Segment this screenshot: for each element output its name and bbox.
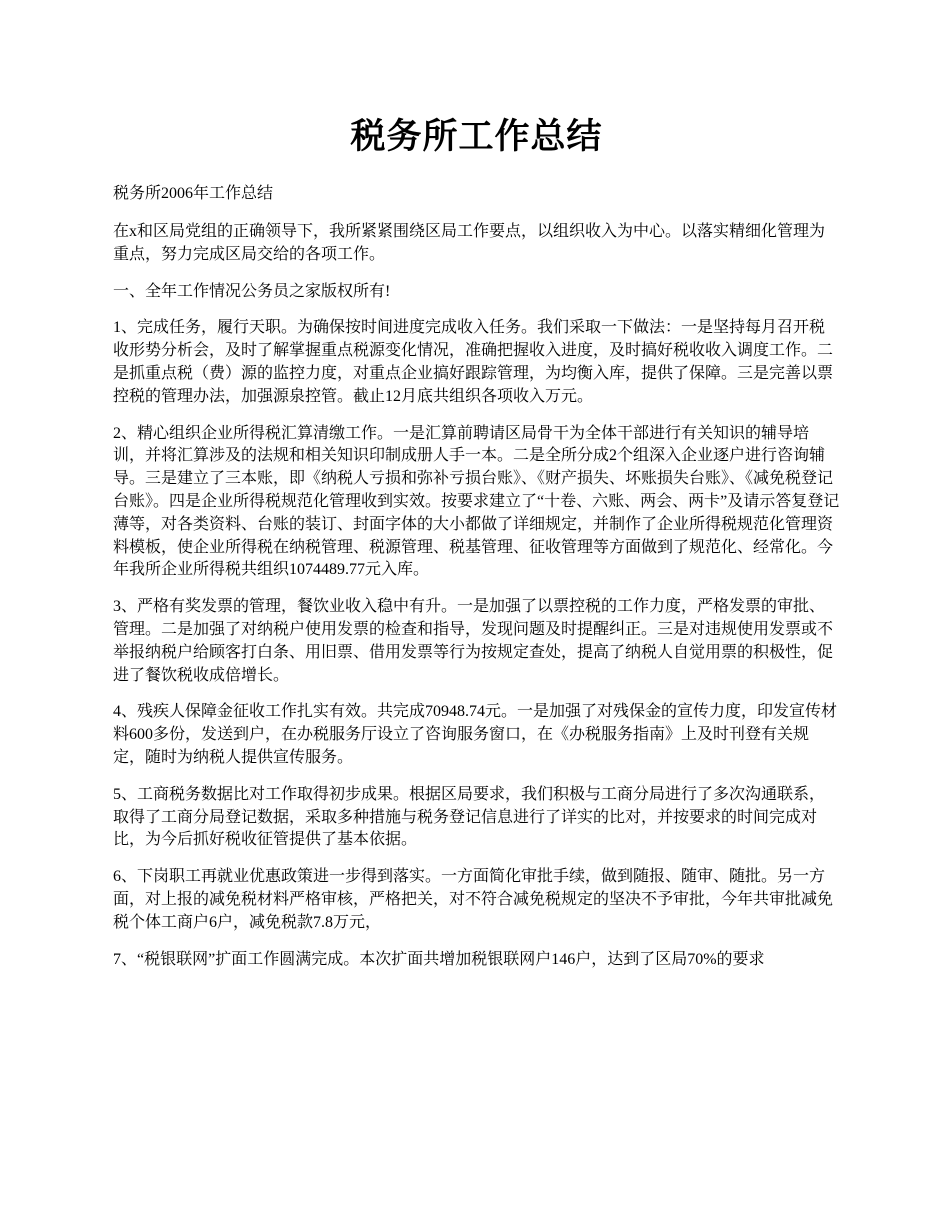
paragraph-item-5: 5、工商税务数据比对工作取得初步成果。根据区局要求，我们积极与工商分局进行了多次沟通联系，取得了工商分局登记数据，采取多种措施与税务登记信息进行了详实的比对，并按要求的时间完成对比，为今后抓好税收征管提供了基本依据。 <box>113 785 826 849</box>
paragraph-intro: 在x和区局党组的正确领导下，我所紧紧围绕区局工作要点，以组织收入为中心。以落实精细化管理为重点，努力完成区局交给的各项工作。 <box>113 223 826 263</box>
paragraph-item-6: 6、下岗职工再就业优惠政策进一步得到落实。一方面简化审批手续，做到随报、随审、随批。另一方面，对上报的减免税材料严格审核，严格把关，对不符合减免税规定的坚决不予审批，今年共审批减免税个体工商户6户，减免税款7.8万元， <box>113 868 834 931</box>
paragraph-item-4: 4、残疾人保障金征收工作扎实有效。共完成70948.74元。一是加强了对残保金的宣传力度，印发宣传材料600多份，发送到户，在办税服务厅设立了咨询服务窗口，在《办税服务指南》上及时刊登有关规定，随时为纳税人提供宣传服务。 <box>113 703 838 766</box>
document-title: 税务所工作总结 <box>350 117 603 156</box>
paragraph-item-1: 1、完成任务，履行天职。为确保按时间进度完成收入任务。我们采取一下做法：一是坚持每月召开税收形势分析会，及时了解掌握重点税源变化情况，准确把握收入进度，及时搞好税收收入调度工作。二是抓重点税（费）源的监控力度，对重点企业搞好跟踪管理，为均衡入库，提供了保障。三是完善以票控税的管理办法，加强源泉控管。截止12月底共组织各项收入万元。 <box>113 319 834 405</box>
paragraph-item-7: 7、“税银联网”扩面工作圆满完成。本次扩面共增加税银联网户146户，达到了区局70%的要求 <box>113 950 765 968</box>
document-page <box>113 0 840 971</box>
section-heading: 一、全年工作情况公务员之家版权所有! <box>113 282 391 300</box>
paragraph-item-2: 2、精心组织企业所得税汇算清缴工作。一是汇算前聘请区局骨干为全体干部进行有关知识的辅导培训，并将汇算涉及的法规和相关知识印制成册人手一本。二是全所分成2个组深入企业逐户进行咨询辅导。三是建立了三本账，即《纳税人亏损和弥补亏损台账》、《财产损失、坏账损失台账》、《减免税登记台账》。四是企业所得税规范化管理收到实效。按要求建立了“十卷、六账、两会、两卡”及请示答复登记薄等，对各类资料、台账的装订、封面字体的大小都做了详细规定，并制作了企业所得税规范化管理资料模板，使企业所得税在纳税管理、税源管理、税基管理、征收管理等方面做到了规范化、经常化。今年我所企业所得税共组织1074489.77元入库。 <box>113 424 840 579</box>
paragraph-item-3: 3、严格有奖发票的管理，餐饮业收入稳中有升。一是加强了以票控税的工作力度，严格发票的审批、管理。二是加强了对纳税户使用发票的检查和指导，发现问题及时提醒纠正。三是对违规使用发票或不举报纳税户给顾客打白条、用旧票、借用发票等行为按规定查处，提高了纳税人自觉用票的积极性，促进了餐饮税收成倍增长。 <box>113 598 834 684</box>
document-subtitle: 税务所2006年工作总结 <box>113 185 274 202</box>
